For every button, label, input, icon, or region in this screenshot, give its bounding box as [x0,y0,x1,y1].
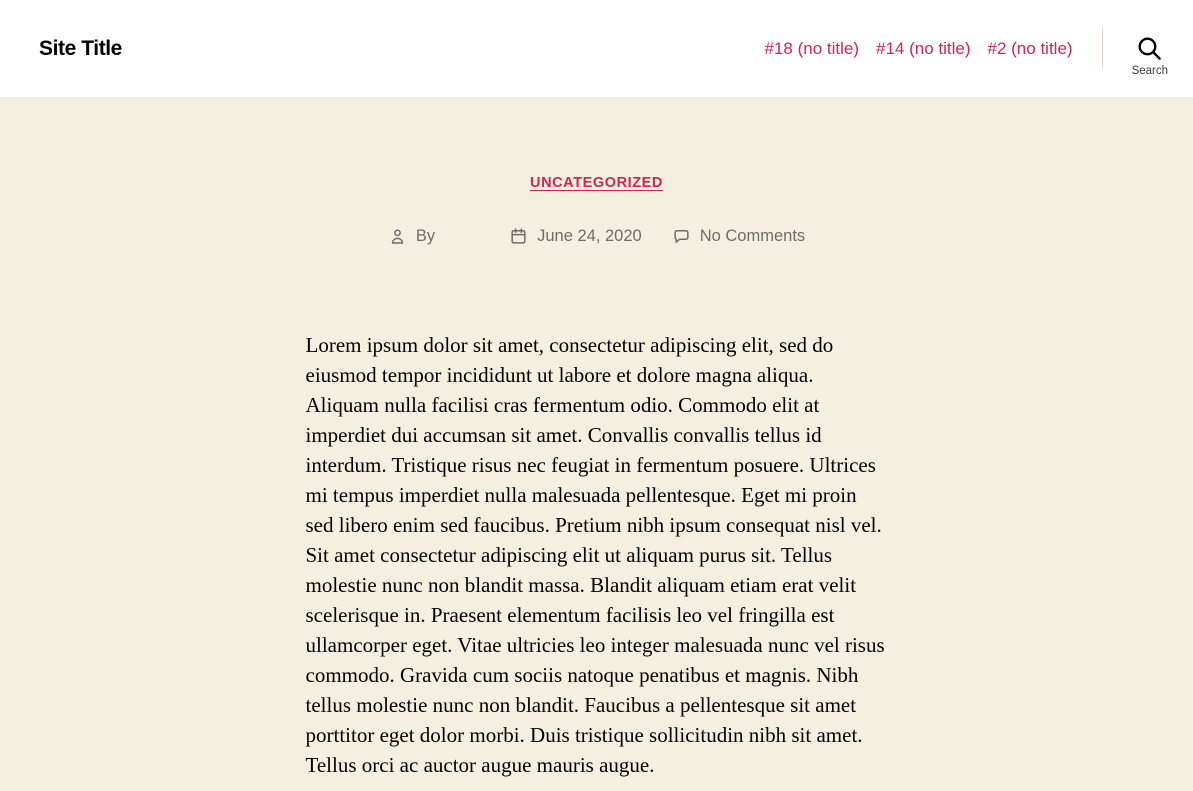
nav-link-18[interactable]: #18 (no title) [764,38,860,58]
author-icon [388,227,407,246]
primary-navigation [765,39,1073,59]
post-body-paragraph: Lorem ipsum dolor sit amet, consectetur adipiscing elit, sed do eiusmod tempor incididunt ut labore et dolore magna aliqua. Aliquam nulla facilisi cras fermentum odio. Commodo elit at imperdiet dui accumsan sit amet. Convallis convallis tellus id interdum. Tristique risus nec feugiat in fermentum posuere. Ultrices mi tempus imperdiet nulla malesuada pellentesque. Eget mi proin sed libero enim sed faucibus. Pretium nibh ipsum consequat nisl vel. Sit amet consectetur adipiscing elit ut aliquam purus sit. Tellus molestie nunc non blandit massa. Blandit aliquam etiam erat velit scelerisque in. Praesent elementum facilisis leo vel fringilla est ullamcorper eget. Vitae ultricies leo integer malesuada nunc vel risus commodo. Gravida cum sociis natoque penatibus et magnis. Nibh tellus molestie nunc non blandit. Faucibus a pellentesque sit amet porttitor eget dolor morbi. Duis tristique sollicitudin nibh sit amet. Tellus orci ac auctor augue mauris augue. [305,333,885,777]
site-content [0,97,1193,791]
meta-comments[interactable] [672,227,805,246]
meta-date-label: June 24, 2020 [537,227,642,245]
header-divider [1102,28,1103,69]
site-header [0,0,1193,97]
search-button[interactable] [1132,35,1168,77]
post-article [306,97,888,780]
meta-comments-label: No Comments [699,227,806,245]
comment-icon [672,227,691,246]
calendar-icon [509,227,528,246]
meta-author [388,227,435,246]
meta-date[interactable] [509,227,642,246]
nav-item [765,39,860,59]
entry-categories [306,174,888,192]
category-link[interactable]: UNCATEGORIZED [530,175,663,191]
site-title-link[interactable]: Site Title [39,36,122,60]
search-button-label: Search [1131,64,1168,77]
nav-link-2[interactable]: #2 (no title) [987,38,1073,58]
nav-item [988,39,1073,59]
meta-author-label: By [415,227,436,245]
post-meta [306,227,888,246]
nav-link-14[interactable]: #14 (no title) [876,38,971,58]
search-icon[interactable] [1136,35,1163,62]
header-right [764,28,1168,77]
nav-item [876,39,971,59]
